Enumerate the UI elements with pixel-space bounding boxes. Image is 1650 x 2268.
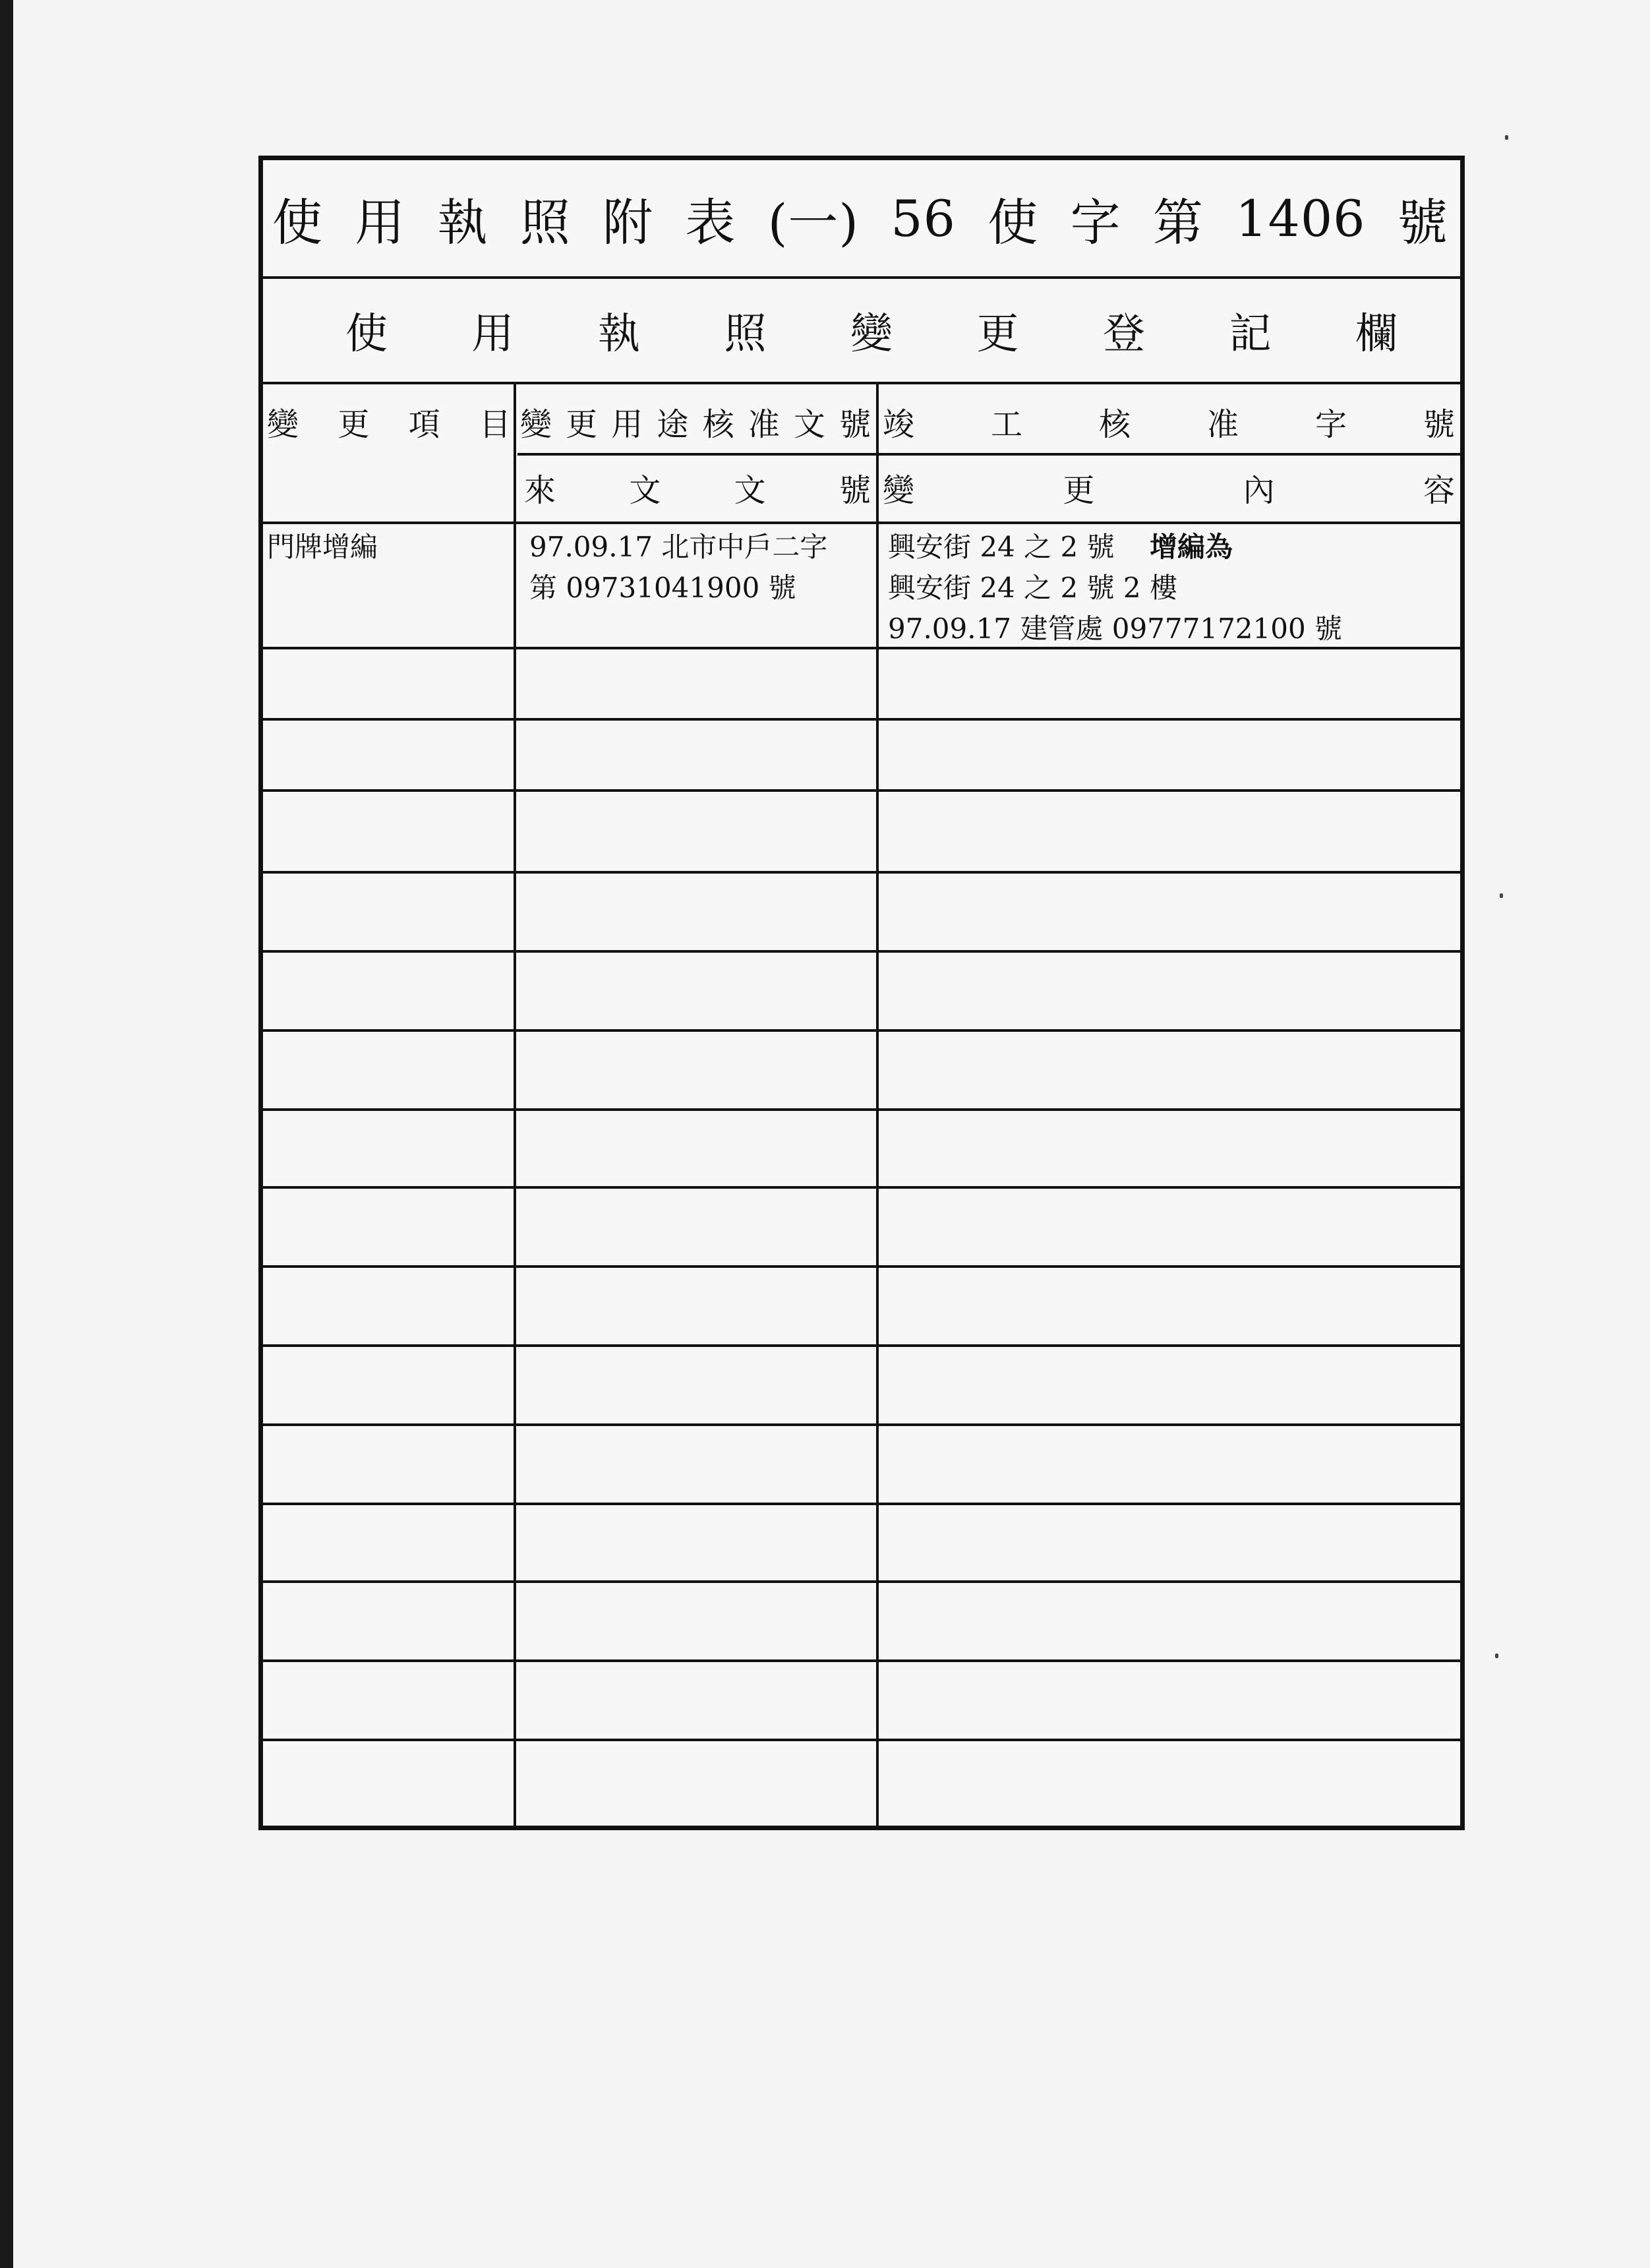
entry-content-line [888,527,1342,568]
entry-doc-no [529,527,827,609]
row-rule [263,1344,1460,1347]
header-char: 文 [734,471,766,509]
header-char: 號 [839,405,871,443]
header-char: 目 [479,405,511,443]
title-char: 第 [1152,193,1204,252]
entry-doc-line: 第 09731041900 號 [529,572,796,604]
subtitle-char: 用 [471,310,514,359]
header-char: 用 [611,405,643,443]
row-rule [263,1265,1460,1268]
entry-doc-line: 97.09.17 北市中戶二字 [529,531,828,563]
title-char: 使 [272,193,323,252]
scan-speck [1495,1654,1498,1658]
subtitle-char: 變 [850,310,893,359]
entry-content-note: 增編為 [1149,531,1233,563]
title-char: 表 [685,193,736,252]
header-char: 文 [629,471,661,509]
header-char: 工 [990,405,1022,443]
title-char: 用 [355,193,406,252]
row-rule [263,1659,1460,1662]
header-char: 號 [1423,405,1455,443]
entry-item: 門牌增編 [267,531,378,563]
title-char: 執 [437,193,488,252]
subtitle-char: 記 [1229,310,1272,359]
header-char: 變 [520,405,552,443]
row-rule [263,950,1460,953]
title-char: (一) [767,193,859,252]
header-char: 核 [1098,405,1131,443]
row-rule [263,871,1460,874]
subtitle-char: 更 [976,310,1019,359]
row-rule [263,789,1460,792]
header-char: 變 [267,405,299,443]
row-rule [263,1186,1460,1189]
section-subtitle [263,279,1460,384]
header-char: 更 [1063,471,1095,509]
header-char: 途 [657,405,689,443]
column-rule [876,384,879,1828]
title-char: 1406 [1235,189,1366,248]
subtitle-char: 執 [598,310,640,359]
header-char: 准 [1206,405,1239,443]
subtitle-char: 登 [1103,310,1145,359]
header-char: 字 [1314,405,1347,443]
document-title [263,160,1460,279]
entry-content [888,527,1342,649]
scan-edge [0,0,13,2268]
header-change-item [267,388,511,454]
header-char: 內 [1243,471,1275,509]
subtitle-char: 照 [724,310,767,359]
header-char: 來 [524,471,556,509]
header-char: 更 [338,405,370,443]
column-rule [514,384,516,1828]
row-rule [263,522,1460,524]
row-rule [263,1029,1460,1032]
header-char: 核 [702,405,734,443]
entry-content-text: 興安街 24 之 2 號 [888,531,1115,563]
title-char: 照 [519,193,571,252]
title-char: 號 [1397,193,1448,252]
row-rule [517,453,1460,456]
row-rule [263,1423,1460,1426]
row-rule [263,1739,1460,1741]
header-completion-approval-no [881,388,1456,454]
row-rule [263,647,1460,649]
scan-speck [1500,893,1503,898]
usage-permit-appendix-table [258,156,1465,1830]
header-char: 文 [793,405,825,443]
header-char: 容 [1423,471,1455,509]
row-rule [263,1108,1460,1111]
row-rule [263,1503,1460,1505]
subtitle-char: 使 [345,310,388,359]
row-rule [263,1580,1460,1583]
scan-speck [1505,135,1508,140]
entry-content-line: 97.09.17 建管處 09777172100 號 [888,612,1343,645]
header-char: 號 [839,471,871,509]
title-char: 使 [987,193,1039,252]
title-char: 56 [891,189,956,248]
subtitle-char: 欄 [1355,310,1398,359]
title-char: 附 [603,193,654,252]
header-incoming-doc-no [521,454,873,520]
row-rule [263,718,1460,721]
header-char: 准 [748,405,780,443]
header-char: 竣 [883,405,915,443]
header-change-content [881,454,1456,520]
entry-content-line: 興安街 24 之 2 號 2 樓 [888,572,1177,604]
header-char: 項 [408,405,440,443]
header-approval-doc-no [517,388,873,454]
header-char: 更 [566,405,598,443]
title-char: 字 [1070,193,1121,252]
header-char: 變 [883,471,915,509]
